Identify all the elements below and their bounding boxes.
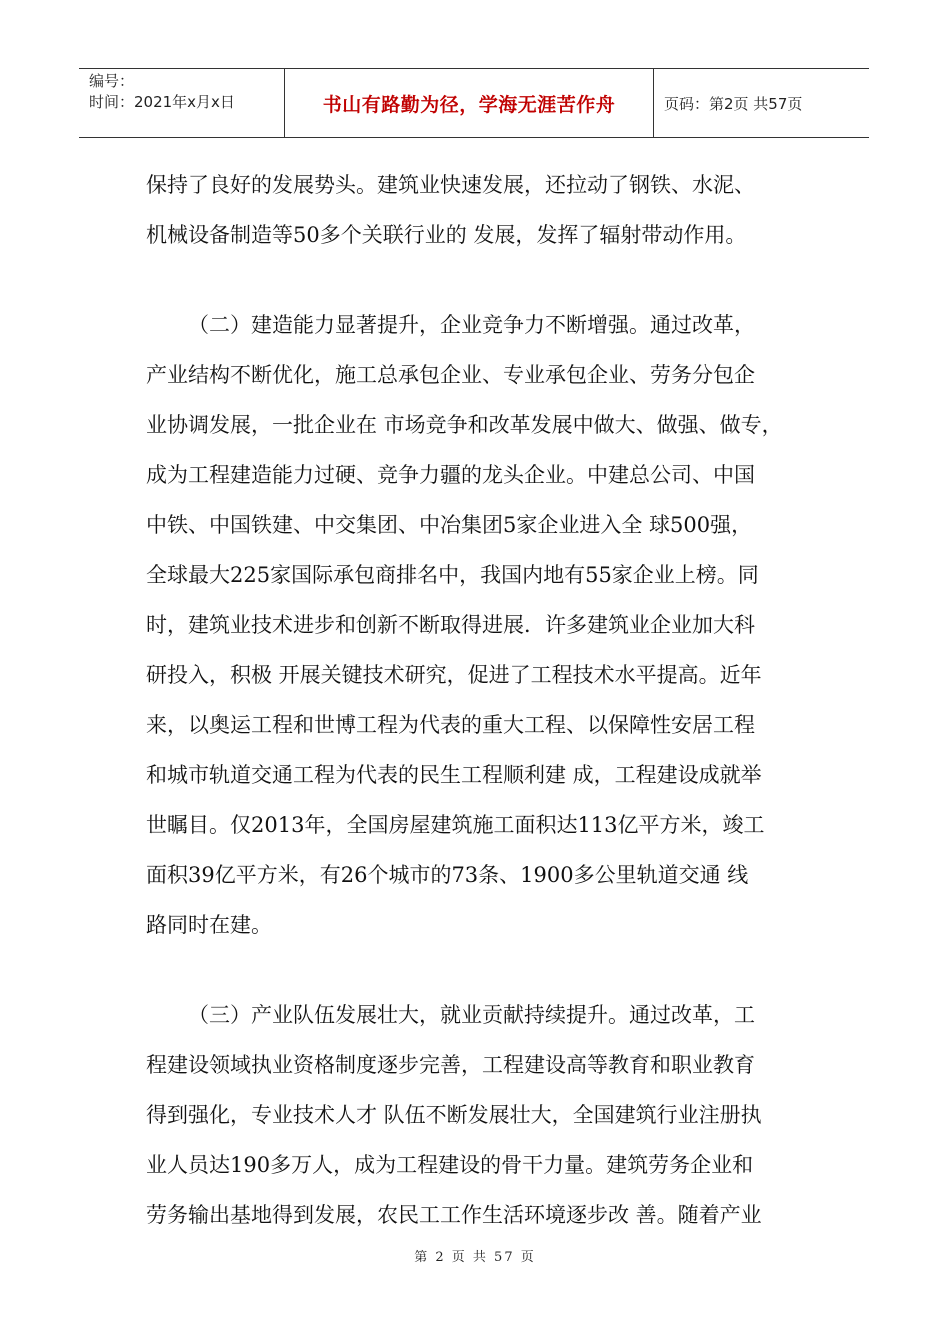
text-line: 机械设备制造等50多个关联行业的 发展，发挥了辐射带动作用。 — [146, 223, 747, 247]
text-line: 来，以奥运工程和世博工程为代表的重大工程、以保障性安居工程 — [146, 713, 755, 737]
header-meta — [79, 69, 284, 137]
paragraph — [146, 300, 826, 950]
text-line: 保持了良好的发展势头。建筑业快速发展，还拉动了钢铁、水泥、 — [146, 173, 755, 197]
text-line: 中铁、中国铁建、中交集团、中冶集团5家企业进入全 球500强， — [146, 513, 753, 537]
header-motto: 书山有路勤为径，学海无涯苦作舟 — [284, 69, 654, 137]
text-line: （三）产业队伍发展壮大，就业贡献持续提升。通过改革，工 — [188, 1003, 755, 1027]
text-line: 世瞩目。仅2013年，全国房屋建筑施工面积达113亿平方米，竣工 — [146, 813, 765, 837]
text-line: （二）建造能力显著提升，企业竞争力不断增强。通过改革， — [188, 313, 755, 337]
text-line: 全球最大225家国际承包商排名中，我国内地有55家企业上榜。同 — [146, 563, 759, 587]
text-line: 程建设领域执业资格制度逐步完善，工程建设高等教育和职业教育 — [146, 1053, 755, 1077]
text-line: 面积39亿平方米，有26个城市的73条、1900多公里轨道交通 线 — [146, 863, 749, 887]
document-time-label: 时间：2021年x月x日 — [89, 93, 235, 111]
text-line: 劳务输出基地得到发展，农民工工作生活环境逐步改 善。随着产业 — [146, 1203, 762, 1227]
paragraph — [146, 160, 826, 260]
text-line: 产业结构不断优化，施工总承包企业、专业承包企业、劳务分包企 — [146, 363, 755, 387]
paragraph — [146, 990, 826, 1240]
page-header — [79, 68, 869, 138]
text-line: 时，建筑业技术进步和创新不断取得进展．许多建筑业企业加大科 — [146, 613, 755, 637]
text-line: 业人员达190多万人，成为工程建设的骨干力量。建筑劳务企业和 — [146, 1153, 754, 1177]
header-page-info: 页码：第2页 共57页 — [664, 94, 803, 113]
text-line: 和城市轨道交通工程为代表的民生工程顺利建 成，工程建设成就举 — [146, 763, 762, 787]
page-footer: 第 2 页 共 57 页 — [414, 1250, 536, 1265]
text-line: 研投入，积极 开展关键技术研究，促进了工程技术水平提高。近年 — [146, 663, 762, 687]
text-line: 路同时在建。 — [146, 913, 272, 937]
text-line: 业协调发展，一批企业在 市场竞争和改革发展中做大、做强、做专， — [146, 413, 783, 437]
document-body — [146, 160, 826, 1280]
text-line: 成为工程建造能力过硬、竞争力疆的龙头企业。中建总公司、中国 — [146, 463, 755, 487]
text-line: 得到强化，专业技术人才 队伍不断发展壮大，全国建筑行业注册执 — [146, 1103, 762, 1127]
document-number-label: 编号： — [89, 72, 135, 90]
